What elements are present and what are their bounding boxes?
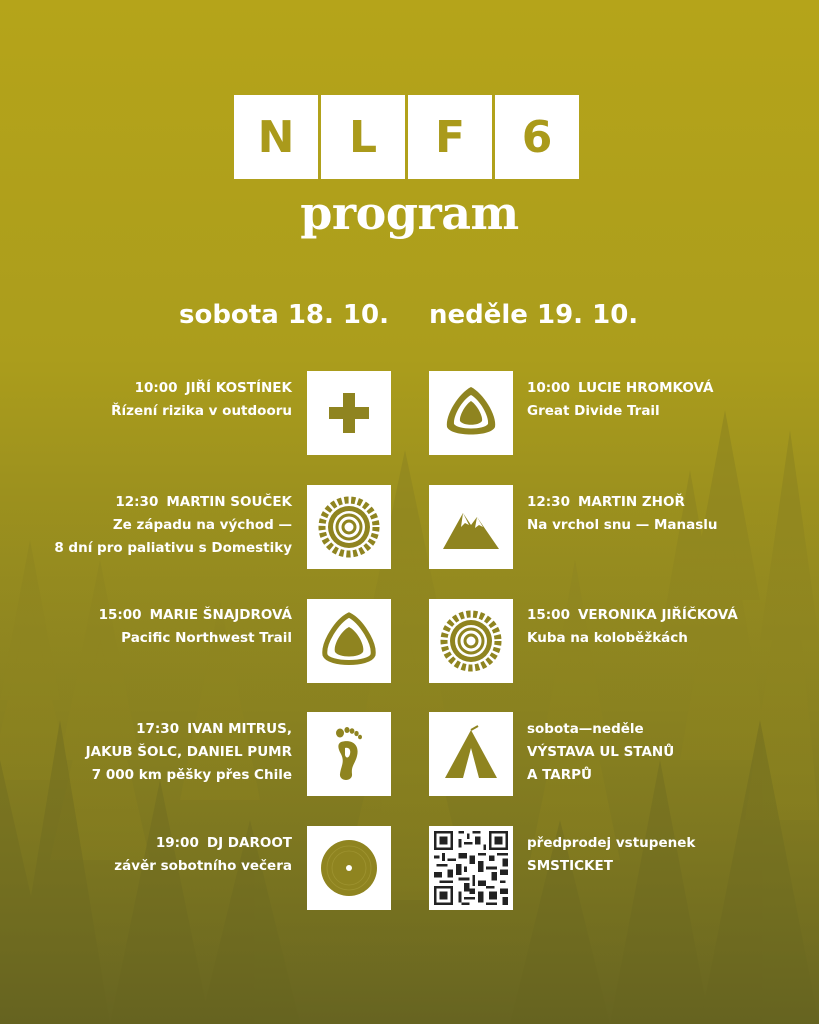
- speaker-name: VERONIKA JIŘÍČKOVÁ: [577, 607, 738, 623]
- logo-letter: N: [234, 95, 318, 179]
- icon-tile: [307, 485, 391, 569]
- logo-letter: L: [321, 95, 405, 179]
- program-item-saturday-2: [54, 491, 292, 560]
- time-label: 12:30: [115, 494, 159, 510]
- icon-tile: [429, 485, 513, 569]
- icon-tile: [429, 712, 513, 796]
- time-label: 17:30: [136, 721, 180, 737]
- exhibition-info: [527, 718, 674, 787]
- mountain-icon: [439, 495, 503, 559]
- gear-icon: [317, 495, 381, 559]
- time-label: 15:00: [527, 607, 570, 623]
- talk-title: 8 dní pro paliativu s Domestiky: [54, 540, 292, 556]
- footprint-icon: [317, 722, 381, 786]
- program-item-saturday-1: [111, 377, 292, 423]
- icon-tile: [307, 371, 391, 455]
- talk-title: Pacific Northwest Trail: [121, 630, 292, 646]
- time-label: 10:00: [527, 380, 570, 396]
- speaker-name: MARTIN SOUČEK: [166, 494, 292, 510]
- time-label: 12:30: [527, 494, 570, 510]
- speaker-name: JAKUB ŠOLC, DANIEL PUMR: [85, 744, 292, 760]
- speaker-name: JIŘÍ KOSTÍNEK: [185, 380, 292, 396]
- vinyl-record-icon: [317, 836, 381, 900]
- program-item-saturday-4: [86, 718, 292, 787]
- speaker-name: LUCIE HROMKOVÁ: [577, 380, 714, 396]
- logo-letter: 6: [495, 95, 579, 179]
- talk-title: 7 000 km pěšky přes Chile: [91, 767, 292, 783]
- time-label: 19:00: [155, 835, 199, 851]
- time-label: 10:00: [134, 380, 178, 396]
- icon-tile: [429, 599, 513, 683]
- nlf6-logo: [234, 95, 579, 179]
- program-item-sunday-3: [527, 604, 738, 650]
- icon-tile: [307, 599, 391, 683]
- presale-label: předprodej vstupenek: [527, 835, 696, 851]
- logo-letter: F: [408, 95, 492, 179]
- trail-shield-icon: [317, 609, 381, 673]
- cross-icon: [317, 381, 381, 445]
- ticket-vendor-link[interactable]: SMSTICKET: [527, 858, 613, 874]
- talk-title: Řízení rizika v outdooru: [111, 403, 292, 419]
- icon-tile: [429, 371, 513, 455]
- icon-tile: [307, 826, 391, 910]
- tent-icon: [439, 722, 503, 786]
- program-item-sunday-1: [527, 377, 713, 423]
- icon-tile: [307, 712, 391, 796]
- qr-code[interactable]: [429, 826, 513, 910]
- page-title: program: [300, 186, 519, 240]
- exhibition-title: A TARPŮ: [527, 767, 593, 783]
- talk-title: Great Divide Trail: [527, 403, 660, 419]
- speaker-name: MARIE ŠNAJDROVÁ: [149, 607, 292, 623]
- exhibition-days: sobota—neděle: [527, 721, 644, 737]
- program-item-saturday-3: [99, 604, 292, 650]
- program-item-saturday-5: [114, 832, 292, 878]
- day-heading-saturday: sobota 18. 10.: [178, 300, 389, 330]
- talk-title: závěr sobotního večera: [114, 858, 292, 874]
- speaker-name: MARTIN ZHOŘ: [577, 494, 685, 510]
- trail-shield-icon: [439, 381, 503, 445]
- qr-code-icon: [431, 828, 511, 908]
- program-item-sunday-2: [527, 491, 717, 537]
- talk-title: Ze západu na východ —: [112, 517, 292, 533]
- time-label: 15:00: [98, 607, 142, 623]
- talk-title: Na vrchol snu — Manaslu: [527, 517, 718, 533]
- ticket-presale-info: [527, 832, 695, 878]
- speaker-name: DJ DAROOT: [206, 835, 292, 851]
- gear-icon: [439, 609, 503, 673]
- speaker-name: IVAN MITRUS,: [187, 721, 292, 737]
- day-heading-sunday: neděle 19. 10.: [429, 300, 639, 330]
- talk-title: Kuba na koloběžkách: [527, 630, 688, 646]
- exhibition-title: VÝSTAVA UL STANŮ: [527, 744, 675, 760]
